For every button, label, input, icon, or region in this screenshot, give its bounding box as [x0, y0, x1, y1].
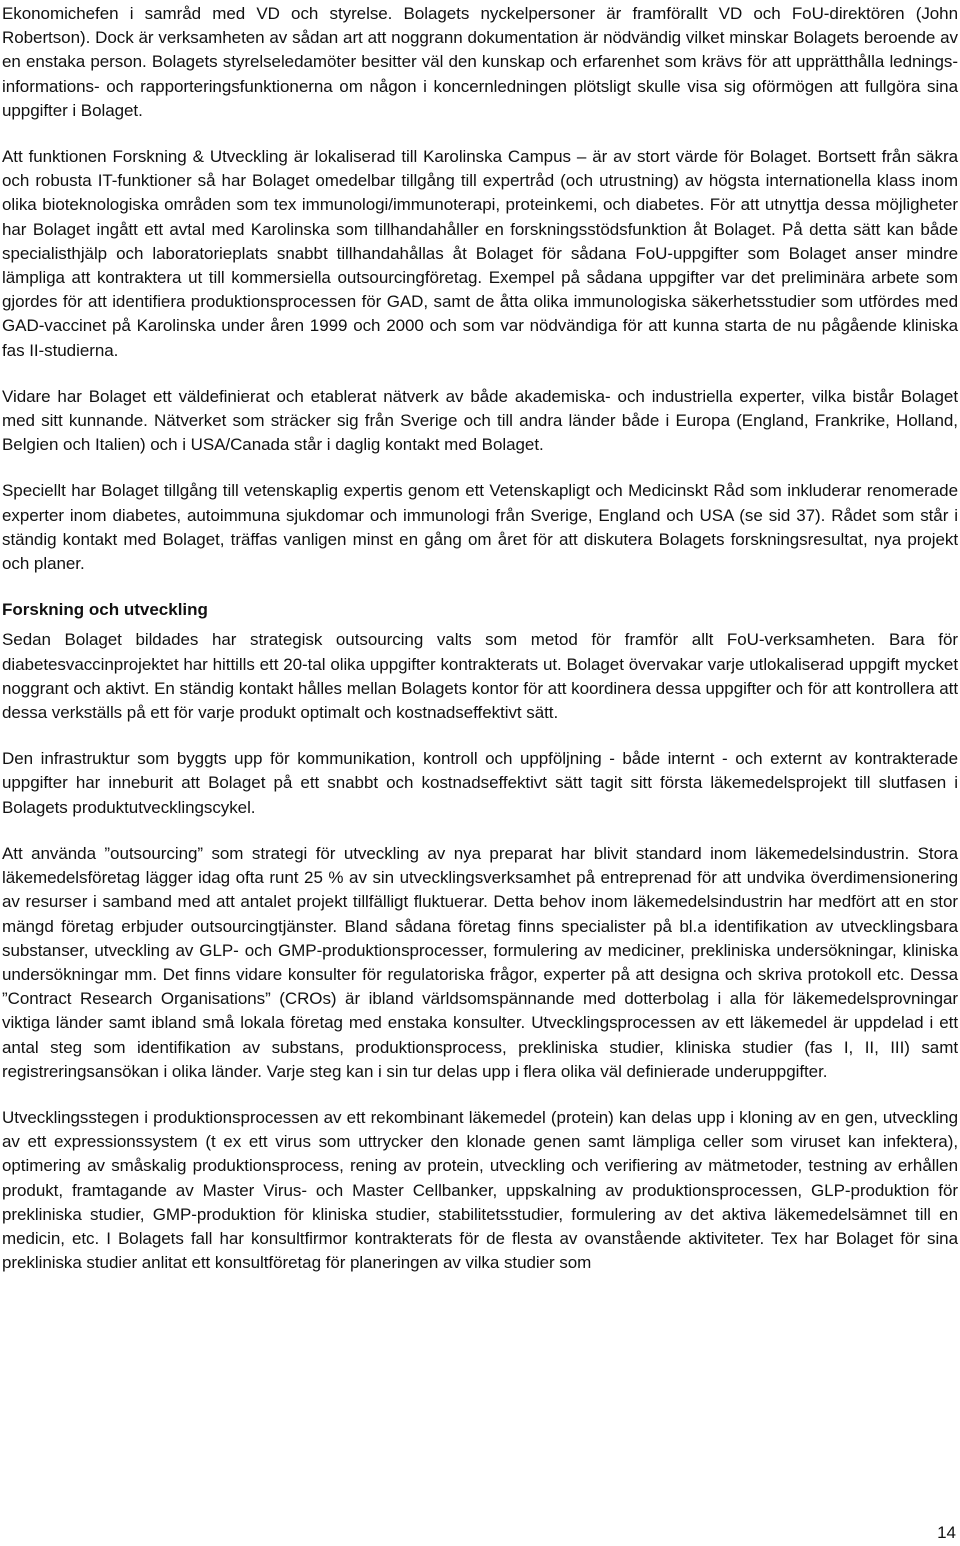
paragraph: Att funktionen Forskning & Utveckling är lokaliserad till Karolinska Campus – är av stort värde för Bolaget. Bortsett från säkra och robusta IT-funktioner så har Bolaget omedelbar tillgång till expertråd (och utrustning) av högsta internationella klass inom olika bioteknologiska områden som tex immunologi/immunoterapi, proteinkemi, och diabetes. För att utnyttja dessa möjligheter har Bolaget ingått ett avtal med Karolinska som tillhandahåller en forskningsstödsfunktion åt Bolaget. På detta sätt kan både specialisthjälp och laboratorieplats snabbt tillhandahållas åt Bolaget för sådana FoU-uppgifter som Bolaget anser mindre lämpliga att kontraktera ut till kommersiella outsourcingföretag. Exempel på sådana uppgifter var det preliminära arbete som gjordes för att identifiera produktionsprocessen för GAD, samt de åtta olika immunologiska säkerhetsstudier som utfördes med GAD-vaccinet på Karolinska under åren 1999 och 2000 och som var nödvändiga för att kunna starta de nu pågående kliniska fas II-studierna.: [2, 147, 958, 360]
paragraph: Sedan Bolaget bildades har strategisk outsourcing valts som metod för framför allt FoU-verksamheten. Bara för diabetesvaccinprojektet har hittills ett 20-tal olika uppgifter kontrakterats ut. Bolaget övervakar varje utlokaliserad uppgift mycket noggrant och aktivt. En ständig kontakt hålles mellan Bolagets kontor för att koordinera dessa uppgifter och för att kontrollera att dessa verkställs på ett för varje produkt optimalt och kostnadseffektivt sätt.: [2, 630, 958, 723]
paragraph: Den infrastruktur som byggts upp för kommunikation, kontroll och uppföljning - både internt - och externt av kontrakterade uppgifter har inneburit att Bolaget på ett snabbt och kostnadseffektivt sätt tagit sitt första läkemedelsprojekt till slutfasen i Bolagets produktutvecklingscykel.: [2, 749, 958, 817]
paragraph: Att använda ”outsourcing” som strategi för utveckling av nya preparat har blivit standard inom läkemedelsindustrin. Stora läkemedelsföretag lägger idag ofta runt 25 % av sin utvecklingsverksamhet på entreprenad för att undvika överdimensionering av resurser i samband med att antalet projekt tillfälligt fluktuerar. Detta behov inom läkemedelsindustrin har medfört att en stor mängd företag erbjuder outsourcingtjänster. Bland sådana företag finns specialister på bl.a identifikation av utvecklingsbara substanser, utveckling av GLP- och GMP-produktionsprocesser, formulering av mediciner, prekliniska undersökningar, kliniska undersökningar mm. Det finns vidare konsulter för regulatoriska frågor, experter på att designa och skriva protokoll etc. Dessa ”Contract Research Organisations” (CROs) är ibland världsomspännande med dotterbolag i alla för läkemedelsprovningar viktiga länder samt ibland små lokala företag med enstaka konsulter. Utvecklingsprocessen av ett läkemedel är uppdelad i ett antal steg som identifikation av substans, produktionsprocess, prekliniska studier, kliniska studier (fas I, II, III) samt registreringsansökan i olika länder. Varje steg kan i sin tur delas upp i flera olika väl definierade underuppgifter.: [2, 843, 958, 1081]
paragraph: Utvecklingsstegen i produktionsprocessen av ett rekombinant läkemedel (protein) kan delas upp i kloning av en gen, utveckling av ett expressionssystem (t ex ett virus som uttrycker den klonade genen samt lämpliga celler som viruset kan infektera), optimering av småskalig produktionsprocess, rening av protein, utveckling och verifiering av mätmetoder, testning av erhållen produkt, framtagande av Master Virus- och Master Cellbanker, uppskalning av produktionsprocessen, GLP-produktion för prekliniska studier, GMP-produktion för kliniska studier, stabilitetsstudier, formulering av det aktiva läkemedelsämnet till en medicin, etc. I Bolagets fall har konsultfirmor kontrakterats för de flesta av ovanstående aktiviteter. Tex har Bolaget för sina prekliniska studier anlitat ett konsultföretag för planeringen av vilka studier som: [2, 1107, 958, 1273]
page-number: 14: [937, 1523, 956, 1542]
paragraph: Vidare har Bolaget ett väldefinierat och etablerat nätverk av både akademiska- och industriella experter, vilka bistår Bolaget med sitt kunnande. Nätverket som sträcker sig från Sverige och till andra länder både i Europa (England, Frankrike, Holland, Belgien och Italien) och i USA/Canada står i daglig kontakt med Bolaget.: [2, 386, 958, 455]
paragraph: Speciellt har Bolaget tillgång till vetenskaplig expertis genom ett Vetenskapligt och Medicinskt Råd som inkluderar renomerade experter inom diabetes, autoimmuna sjukdomar och immunologi från Sverige, England och USA (se sid 37). Rådet som står i ständig kontakt med Bolaget, träffas vanligen minst en gång om året för att diskutera Bolagets forskningsresultat, nya projekt och planer.: [2, 481, 958, 574]
paragraph: Ekonomichefen i samråd med VD och styrelse. Bolagets nyckelpersoner är framförallt VD och FoU-direktören (John Robertson). Dock är verksamheten av sådan art att noggrann dokumentation är nödvändig vilket minskar Bolagets beroende av en enstaka person. Bolagets styrelseledamöter besitter väl den kunskap och erfarenhet som krävs för att upprätthålla lednings- informations- och rapporteringsfunktionerna om någon i koncernledningen plötsligt skulle visa sig oförmögen att fullgöra sina uppgifter i Bolaget.: [2, 4, 958, 120]
section-heading: Forskning och utveckling: [2, 600, 208, 620]
